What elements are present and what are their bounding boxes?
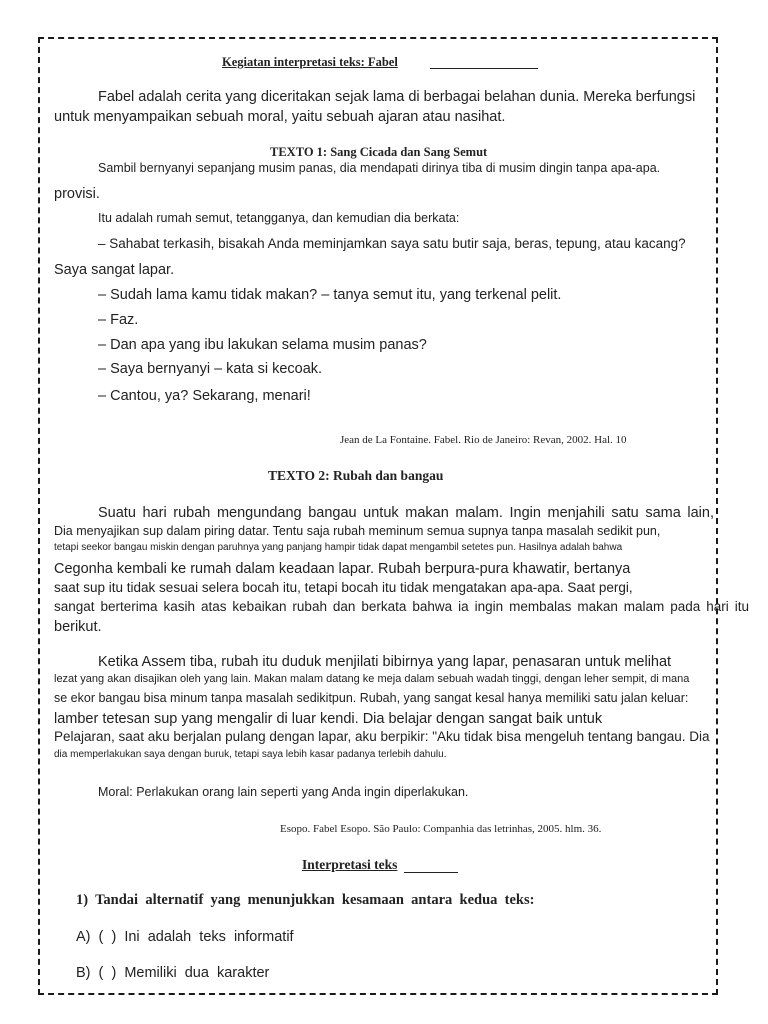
text1-line: Itu adalah rumah semut, tetangganya, dan kemudian dia berkata: [98,211,460,225]
text2-para2-line: Pelajaran, saat aku berjalan pulang dengan lapar, aku berpikir: "Aku tidak bisa mengeluh tentang bangau. Dia [54,729,710,744]
title-underline [430,68,538,69]
option-b[interactable]: B) ( ) Memiliki dua karakter [76,965,270,981]
text2-para1-line: berikut. [54,619,102,635]
text2-para2-line: Ketika Assem tiba, rubah itu duduk menjilati bibirnya yang lapar, penasaran untuk melihat [98,654,672,670]
text1-line: Sambil bernyanyi sepanjang musim panas, dia mendapati dirinya tiba di musim dingin tanpa apa-apa. [98,161,661,175]
question-1: 1) Tandai alternatif yang menunjukkan kesamaan antara kedua teks: [76,892,535,908]
text2-para1-line: sangat berterima kasih atas kebaikan rubah dan berkata bahwa ia ingin membalas makan malam pada hari itu [54,599,749,614]
text2-para2-line: se ekor bangau bisa minum tanpa masalah sedikitpun. Rubah, yang sangat kesal hanya memiliki satu jalan keluar: [54,691,689,705]
interpretation-heading: Interpretasi teks [302,857,398,872]
text1-line: – Cantou, ya? Sekarang, menari! [98,388,311,404]
text1-line: – Saya bernyanyi – kata si kecoak. [98,361,323,377]
text1-heading: TEXTO 1: Sang Cicada dan Sang Semut [270,145,488,159]
text2-source: Esopo. Fabel Esopo. São Paulo: Companhia das letrinhas, 2005. hlm. 36. [280,823,602,835]
text1-line: provisi. [54,186,100,202]
text2-para2-line: lamber tetesan sup yang mengalir di luar kendi. Dia belajar dengan sangat baik untuk [54,711,603,727]
text1-line: – Faz. [98,312,139,328]
intro-line-2: untuk menyampaikan sebuah moral, yaitu sebuah ajaran atau nasihat. [54,109,506,125]
text1-line: – Dan apa yang ibu lakukan selama musim panas? [98,337,427,353]
document-title: Kegiatan interpretasi teks: Fabel [222,55,398,69]
text2-para1-line: Dia menyajikan sup dalam piring datar. Tentu saja rubah meminum semua supnya tanpa masalah sedikit pun, [54,524,661,538]
text1-line: – Sudah lama kamu tidak makan? – tanya semut itu, yang terkenal pelit. [98,287,562,303]
text1-line: – Sahabat terkasih, bisakah Anda meminjamkan saya satu butir saja, beras, tepung, atau kacang? [98,236,686,251]
text1-line: Saya sangat lapar. [54,262,175,278]
text2-para2-line: lezat yang akan disajikan oleh yang lain. Makan malam datang ke meja dalam sebuah wadah tinggi, dengan leher sempit, di mana [54,673,690,685]
text2-para2-line: dia memperlakukan saya dengan buruk, tetapi saya lebih kasar padanya terlebih dahulu. [54,749,447,760]
text2-para1-line: Cegonha kembali ke rumah dalam keadaan lapar. Rubah berpura-pura khawatir, bertanya [54,561,631,577]
text1-source: Jean de La Fontaine. Fabel. Rio de Janeiro: Revan, 2002. Hal. 10 [340,434,627,446]
text2-heading: TEXTO 2: Rubah dan bangau [268,468,444,483]
text2-para1-line: tetapi seekor bangau miskin dengan paruhnya yang panjang hampir tidak dapat mengambil setetes pun. Hasilnya adalah bahwa [54,542,623,553]
intro-line-1: Fabel adalah cerita yang diceritakan sejak lama di berbagai belahan dunia. Mereka berfungsi [98,89,696,105]
option-a[interactable]: A) ( ) Ini adalah teks informatif [76,929,294,945]
text2-para1-line: saat sup itu tidak sesuai selera bocah itu, tetapi bocah itu tidak mengatakan apa-apa. Saat pergi, [54,580,633,595]
text2-para1-line: Suatu hari rubah mengundang bangau untuk makan malam. Ingin menjahili satu sama lain, [98,505,714,521]
interpretation-underline [404,872,458,873]
text2-moral: Moral: Perlakukan orang lain seperti yang Anda ingin diperlakukan. [98,785,469,799]
